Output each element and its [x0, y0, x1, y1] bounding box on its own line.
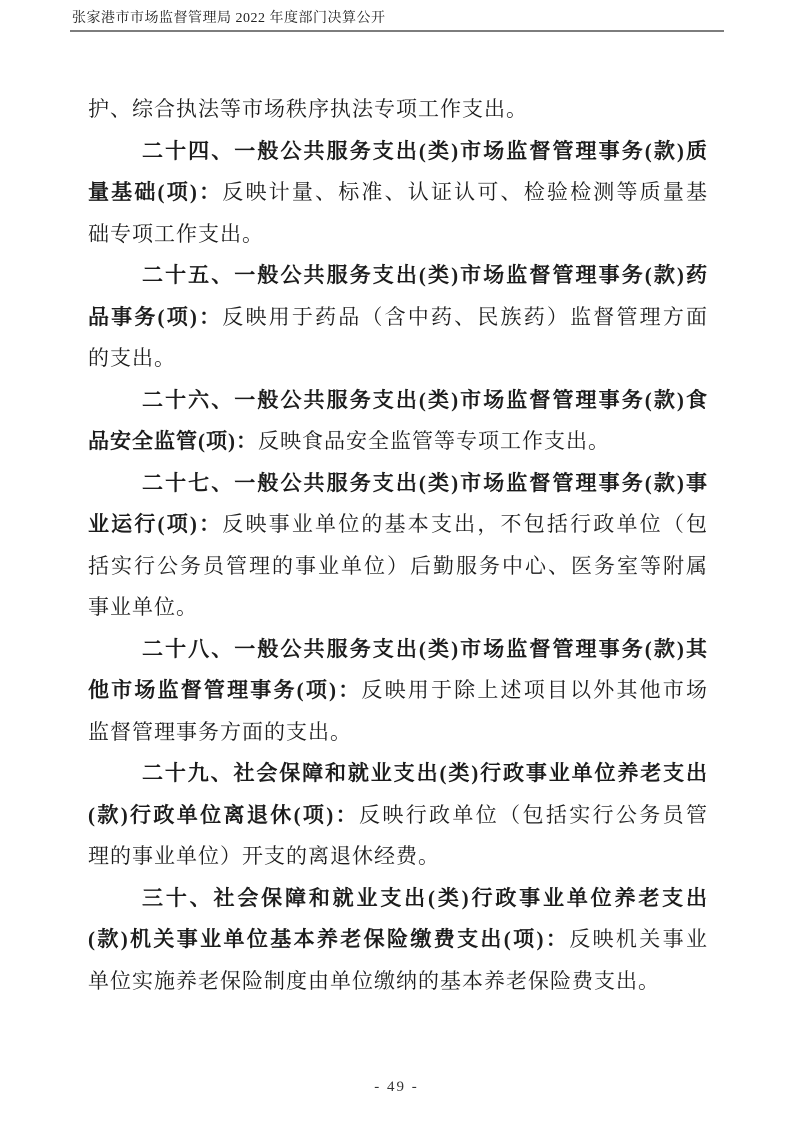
para-25 — [88, 255, 708, 380]
page-footer — [0, 1078, 793, 1096]
text-segment: 单位实施养老保险制度由单位缴纳的基本养老保险费支出。 — [88, 968, 660, 993]
bold-text-segment: 二十六、一般公共服务支出(类)市场监督管理事务(款)食 — [142, 387, 708, 412]
text-segment: 反映计量、标准、认证认可、检验检测等质量基 — [222, 180, 708, 204]
text-line — [88, 961, 708, 1003]
para-30 — [88, 878, 708, 1003]
text-line — [88, 463, 708, 505]
text-segment: 反映行政单位（包括实行公务员管 — [358, 802, 708, 827]
text-line — [88, 919, 708, 961]
text-line — [88, 338, 708, 380]
text-segment: 括实行公务员管理的事业单位）后勤服务中心、医务室等附属 — [88, 553, 708, 578]
text-segment: 反映用于药品（含中药、民族药）监督管理方面 — [222, 304, 708, 329]
bold-text-segment: 他市场监督管理事务(项)： — [88, 678, 362, 702]
bold-text-segment: (款)行政单位离退休(项)： — [88, 802, 359, 827]
text-line — [88, 670, 708, 712]
text-segment: 护、综合执法等市场秩序执法专项工作支出。 — [88, 97, 528, 121]
para-27 — [88, 463, 708, 629]
bold-text-segment: 量基础(项)： — [88, 180, 223, 204]
bold-text-segment: 二十五、一般公共服务支出(类)市场监督管理事务(款)药 — [142, 263, 708, 287]
bold-text-segment: 业运行(项)： — [88, 512, 223, 536]
text-segment: 理的事业单位）开支的离退休经费。 — [88, 844, 440, 868]
page-header — [70, 0, 724, 32]
text-line — [88, 297, 708, 339]
bold-text-segment: 二十八、一般公共服务支出(类)市场监督管理事务(款)其 — [142, 636, 708, 661]
text-line — [88, 255, 708, 297]
para-29 — [88, 753, 708, 878]
para-26 — [88, 380, 708, 463]
page-number: - 49 - — [374, 1079, 419, 1095]
text-segment: 反映事业单位的基本支出，不包括行政单位（包 — [222, 512, 708, 536]
para-24 — [88, 131, 708, 256]
bold-text-segment: 二十九、社会保障和就业支出(类)行政事业单位养老支出 — [142, 761, 708, 785]
text-segment: 反映食品安全监管等专项工作支出。 — [258, 429, 610, 453]
bold-text-segment: 三十、社会保障和就业支出(类)行政事业单位养老支出 — [142, 885, 708, 910]
text-line — [88, 214, 708, 256]
bold-text-segment: 二十四、一般公共服务支出(类)市场监督管理事务(款)质 — [142, 138, 708, 163]
text-line — [88, 380, 708, 422]
text-line — [88, 629, 708, 671]
bold-text-segment: 品事务(项)： — [88, 304, 223, 329]
bold-text-segment: (款)机关事业单位基本养老保险缴费支出(项)： — [88, 927, 570, 951]
text-line — [88, 172, 708, 214]
text-segment: 监督管理事务方面的支出。 — [88, 719, 352, 744]
para-28 — [88, 629, 708, 754]
text-line — [88, 504, 708, 546]
text-line — [88, 878, 708, 920]
text-line — [88, 131, 708, 173]
para-23-continuation — [88, 89, 708, 131]
text-segment: 事业单位。 — [88, 595, 198, 619]
text-line — [88, 546, 708, 588]
bold-text-segment: 品安全监管(项)： — [88, 429, 258, 453]
text-line — [88, 421, 708, 463]
text-line — [88, 712, 708, 754]
text-line — [88, 587, 708, 629]
text-line — [88, 89, 708, 131]
text-segment: 反映用于除上述项目以外其他市场 — [361, 678, 708, 702]
text-line — [88, 795, 708, 837]
text-segment: 的支出。 — [88, 346, 176, 370]
text-line — [88, 836, 708, 878]
document-body — [88, 89, 708, 1002]
text-segment: 反映机关事业 — [569, 927, 708, 951]
bold-text-segment: 二十七、一般公共服务支出(类)市场监督管理事务(款)事 — [142, 470, 708, 495]
text-segment: 础专项工作支出。 — [88, 221, 264, 246]
header-title: 张家港市市场监督管理局 2022 年度部门决算公开 — [72, 11, 386, 26]
text-line — [88, 753, 708, 795]
